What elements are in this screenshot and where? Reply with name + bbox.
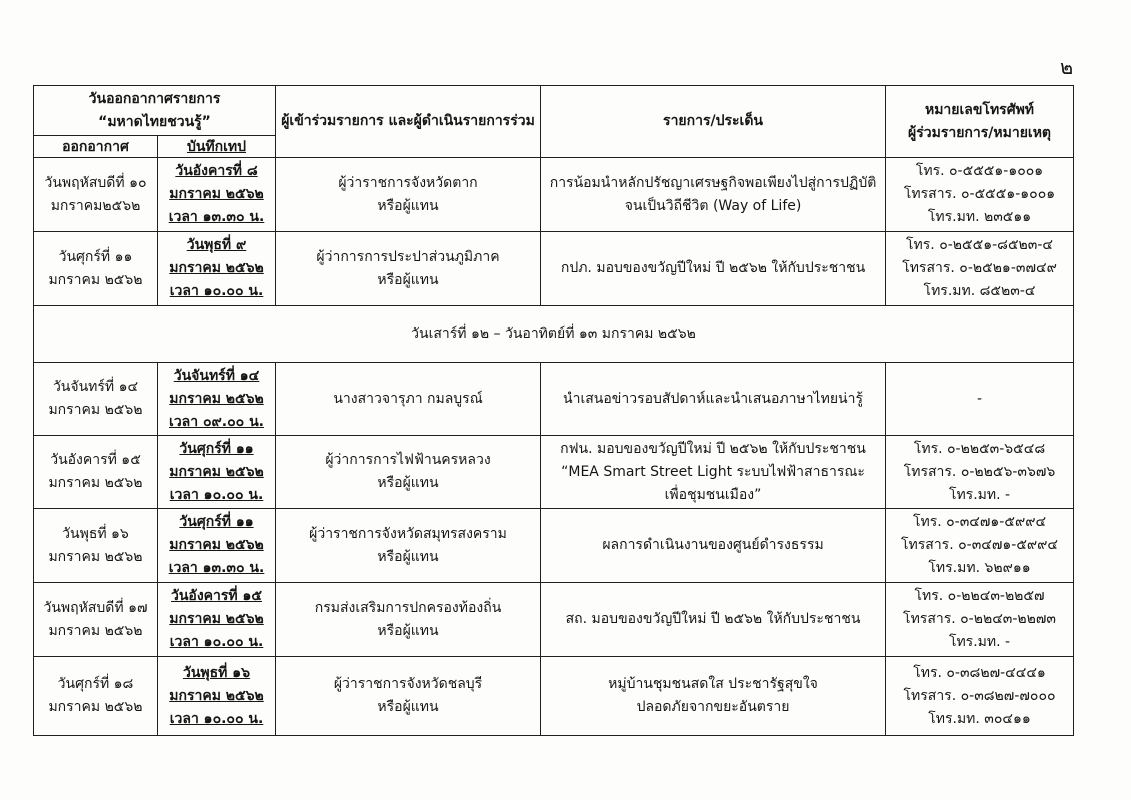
participants-line: กรมส่งเสริมการปกครองท้องถิ่น <box>314 599 502 616</box>
contact-cell <box>886 583 1074 657</box>
contact-line: โทร. ๐-๒๒๔๓-๒๒๕๗ <box>914 588 1045 604</box>
contact-line: โทร. ๐-๓๔๗๑-๕๙๙๔ <box>912 514 1047 530</box>
broadcast-cell <box>34 657 158 736</box>
recording-header <box>158 136 276 158</box>
recording-line: มกราคม ๒๕๖๒ <box>169 463 264 480</box>
contact-line: โทรสาร. ๐-๒๒๕๖-๓๖๗๖ <box>903 463 1056 480</box>
topic-cell <box>541 436 886 509</box>
participants-line: ผู้ว่าการการประปาส่วนภูมิภาค <box>316 248 500 265</box>
contact-line: โทรสาร. ๐-๕๕๕๑-๑๐๐๑ <box>903 186 1056 202</box>
table-row <box>34 158 1074 232</box>
broadcast-cell <box>34 583 158 657</box>
topic-line: หมู่บ้านชุมชนสดใส ประชารัฐสุขใจ <box>608 676 818 692</box>
contact-cell <box>886 436 1074 509</box>
participants-line: ผู้ว่าราชการจังหวัดตาก <box>338 174 478 191</box>
table-header <box>34 86 1074 158</box>
topic-cell <box>541 509 886 583</box>
recording-line: มกราคม ๒๕๖๒ <box>169 186 264 202</box>
participants-line: หรือผู้แทน <box>377 475 439 491</box>
broadcast-line: มกราคม ๒๕๖๒ <box>48 548 143 565</box>
topic-line: การน้อมนำหลักปรัชญาเศรษฐกิจพอเพียงไปสู่การปฏิบัติ <box>549 174 877 191</box>
contact-line: โทร.มท. ๘๕๒๓-๔ <box>923 283 1036 299</box>
broadcast-line: วันอังคารที่ ๑๕ <box>50 452 141 468</box>
contact-line: โทร.มท. ๖๒๙๑๑ <box>928 560 1031 576</box>
page-number: ๒ <box>1060 55 1074 79</box>
topic-cell <box>541 232 886 306</box>
broadcast-line: วันศุกร์ที่ ๑๑ <box>58 248 133 265</box>
weekend-note-cell <box>34 306 1074 363</box>
participants-line: หรือผู้แทน <box>377 197 439 214</box>
contact-header <box>886 86 1074 158</box>
contact-header-line: หมายเลขโทรศัพท์ <box>924 101 1035 118</box>
participants-line: หรือผู้แทน <box>377 622 439 639</box>
recording-line: เวลา ๑๐.๐๐ น. <box>169 486 264 503</box>
broadcast-group-header <box>34 86 276 136</box>
topic-cell <box>541 363 886 436</box>
broadcast-line: วันพฤหัสบดีที่ ๑๗ <box>43 599 148 616</box>
recording-line: เวลา ๑๐.๐๐ น. <box>169 710 264 727</box>
recording-cell <box>158 583 276 657</box>
table-row <box>34 509 1074 583</box>
participants-line: ผู้ว่าราชการจังหวัดชลบุรี <box>333 676 483 692</box>
participants-header <box>276 86 541 158</box>
recording-line: วันศุกร์ที่ ๑๑ <box>179 440 254 457</box>
topic-line: ผลการดำเนินงานของศูนย์ดำรงธรรม <box>602 537 824 553</box>
participants-cell <box>276 363 541 436</box>
header-row-top <box>34 86 1074 136</box>
broadcast-line: มกราคม๒๕๖๒ <box>50 197 141 214</box>
recording-line: วันจันทร์ที่ ๑๔ <box>173 367 260 384</box>
broadcast-line: มกราคม ๒๕๖๒ <box>48 402 143 418</box>
recording-line: มกราคม ๒๕๖๒ <box>169 390 264 407</box>
broadcast-line: วันพฤหัสบดีที่ ๑๐ <box>44 174 147 191</box>
recording-cell <box>158 158 276 232</box>
table-body <box>34 158 1074 736</box>
topic-cell <box>541 583 886 657</box>
contact-line: โทร.มท. ๒๓๕๑๑ <box>927 209 1032 225</box>
topic-line: เพื่อชุมชนเมือง” <box>664 486 762 503</box>
topic-line: สถ. มอบของขวัญปีใหม่ ปี ๒๕๖๒ ให้กับประชาชน <box>565 611 861 627</box>
participants-line: หรือผู้แทน <box>377 699 439 715</box>
participants-cell <box>276 509 541 583</box>
broadcast-line: วันพุธที่ ๑๖ <box>62 525 129 542</box>
broadcast-line: วันจันทร์ที่ ๑๔ <box>52 379 139 395</box>
contact-line: โทรสาร. ๐-๓๔๗๑-๕๙๙๔ <box>901 537 1059 553</box>
broadcast-header-label: ออกอากาศ <box>62 138 129 155</box>
participants-cell <box>276 657 541 736</box>
recording-cell <box>158 436 276 509</box>
participants-cell <box>276 232 541 306</box>
contact-line: โทรสาร. ๐-๒๕๒๑-๓๗๔๙ <box>902 260 1057 276</box>
contact-cell <box>886 232 1074 306</box>
topic-line: กฟน. มอบของขวัญปีใหม่ ปี ๒๕๖๒ ให้กับประชาชน <box>560 440 866 457</box>
broadcast-group-title: วันออกอากาศรายการ <box>88 90 221 107</box>
recording-line: วันพุธที่ ๑๖ <box>182 664 251 681</box>
topic-header <box>541 86 886 158</box>
recording-line: วันอังคารที่ ๑๕ <box>171 588 263 604</box>
recording-line: เวลา ๑๓.๓๐ น. <box>168 560 265 576</box>
participants-header-label: ผู้เข้าร่วมรายการ และผู้ดำเนินรายการร่วม <box>281 113 535 129</box>
topic-cell <box>541 657 886 736</box>
broadcast-line: วันศุกร์ที่ ๑๘ <box>57 676 134 692</box>
contact-line: โทร.มท. - <box>948 634 1011 650</box>
recording-line: เวลา ๑๓.๓๐ น. <box>168 209 265 225</box>
contact-line: โทรสาร. ๐-๓๘๒๗-๗๐๐๐ <box>903 687 1056 704</box>
recording-line: วันอังคารที่ ๘ <box>175 163 258 179</box>
topic-cell <box>541 158 886 232</box>
recording-line: เวลา ๑๐.๐๐ น. <box>169 634 264 650</box>
recording-line: เวลา ๑๐.๐๐ น. <box>169 283 264 299</box>
contact-cell <box>886 363 1074 436</box>
recording-line: วันศุกร์ที่ ๑๑ <box>179 514 254 530</box>
contact-header-line: ผู้ร่วมรายการ/หมายเหตุ <box>908 124 1052 141</box>
contact-line: โทร.มท. ๓๐๔๑๑ <box>928 710 1031 727</box>
broadcast-line: มกราคม ๒๕๖๒ <box>48 622 143 639</box>
broadcast-cell <box>34 158 158 232</box>
recording-cell <box>158 657 276 736</box>
table-row <box>34 657 1074 736</box>
contact-cell <box>886 657 1074 736</box>
participants-line: นางสาวจารุภา กมลบูรณ์ <box>333 390 483 407</box>
topic-line: จนเป็นวิถีชีวิต (Way of Life) <box>624 197 802 214</box>
weekend-note: วันเสาร์ที่ ๑๒ – วันอาทิตย์ที่ ๑๓ มกราคม ๒๕๖๒ <box>411 325 696 342</box>
participants-cell <box>276 583 541 657</box>
recording-line: วันพุธที่ ๙ <box>186 237 247 253</box>
contact-line: โทร. ๐-๒๒๕๓-๖๕๔๘ <box>913 440 1046 457</box>
broadcast-cell <box>34 232 158 306</box>
topic-line: กปภ. มอบของขวัญปีใหม่ ปี ๒๕๖๒ ให้กับประชาชน <box>560 260 866 276</box>
contact-cell <box>886 509 1074 583</box>
broadcast-line: มกราคม ๒๕๖๒ <box>48 271 143 288</box>
recording-header-label: บันทึกเทป <box>186 138 247 155</box>
contact-cell <box>886 158 1074 232</box>
recording-line: มกราคม ๒๕๖๒ <box>169 687 264 704</box>
table-row <box>34 436 1074 509</box>
recording-line: มกราคม ๒๕๖๒ <box>169 260 264 276</box>
contact-line: โทรสาร. ๐-๒๒๔๓-๒๒๗๓ <box>903 611 1056 627</box>
recording-line: มกราคม ๒๕๖๒ <box>169 537 264 553</box>
participants-line: หรือผู้แทน <box>377 271 439 288</box>
recording-cell <box>158 363 276 436</box>
table-row <box>34 583 1074 657</box>
participants-line: ผู้ว่าราชการจังหวัดสมุทรสงคราม <box>309 525 507 542</box>
table-row <box>34 232 1074 306</box>
broadcast-header <box>34 136 158 158</box>
contact-line: โทร. ๐-๓๘๒๗-๔๔๔๑ <box>913 664 1046 681</box>
participants-cell <box>276 158 541 232</box>
contact-line: โทร.มท. - <box>948 486 1011 503</box>
table-row-weekend <box>34 306 1074 363</box>
participants-line: หรือผู้แทน <box>377 548 439 565</box>
recording-cell <box>158 509 276 583</box>
topic-line: “MEA Smart Street Light ระบบไฟฟ้าสาธารณะ <box>561 463 865 480</box>
contact-line: โทร. ๐-๕๕๕๑-๑๐๐๑ <box>915 163 1044 179</box>
contact-line: โทร. ๐-๒๕๕๑-๘๕๒๓-๔ <box>906 237 1053 253</box>
recording-line: เวลา ๐๙.๐๐ น. <box>169 413 264 430</box>
broadcast-cell <box>34 436 158 509</box>
broadcast-line: มกราคม ๒๕๖๒ <box>48 699 143 715</box>
program-name: “มหาดไทยชวนรู้” <box>98 113 211 130</box>
broadcast-cell <box>34 363 158 436</box>
participants-line: ผู้ว่าการการไฟฟ้านครหลวง <box>325 452 491 468</box>
recording-cell <box>158 232 276 306</box>
topic-header-label: รายการ/ประเด็น <box>663 113 763 129</box>
table-row <box>34 363 1074 436</box>
contact-line: - <box>976 390 983 407</box>
topic-line: ปลอดภัยจากขยะอันตราย <box>636 699 790 715</box>
topic-line: นำเสนอข่าวรอบสัปดาห์และนำเสนอภาษาไทยน่ารู้ <box>563 390 863 407</box>
broadcast-line: มกราคม ๒๕๖๒ <box>48 475 143 491</box>
broadcast-cell <box>34 509 158 583</box>
schedule-table <box>33 85 1074 736</box>
recording-line: มกราคม ๒๕๖๒ <box>169 611 264 627</box>
participants-cell <box>276 436 541 509</box>
